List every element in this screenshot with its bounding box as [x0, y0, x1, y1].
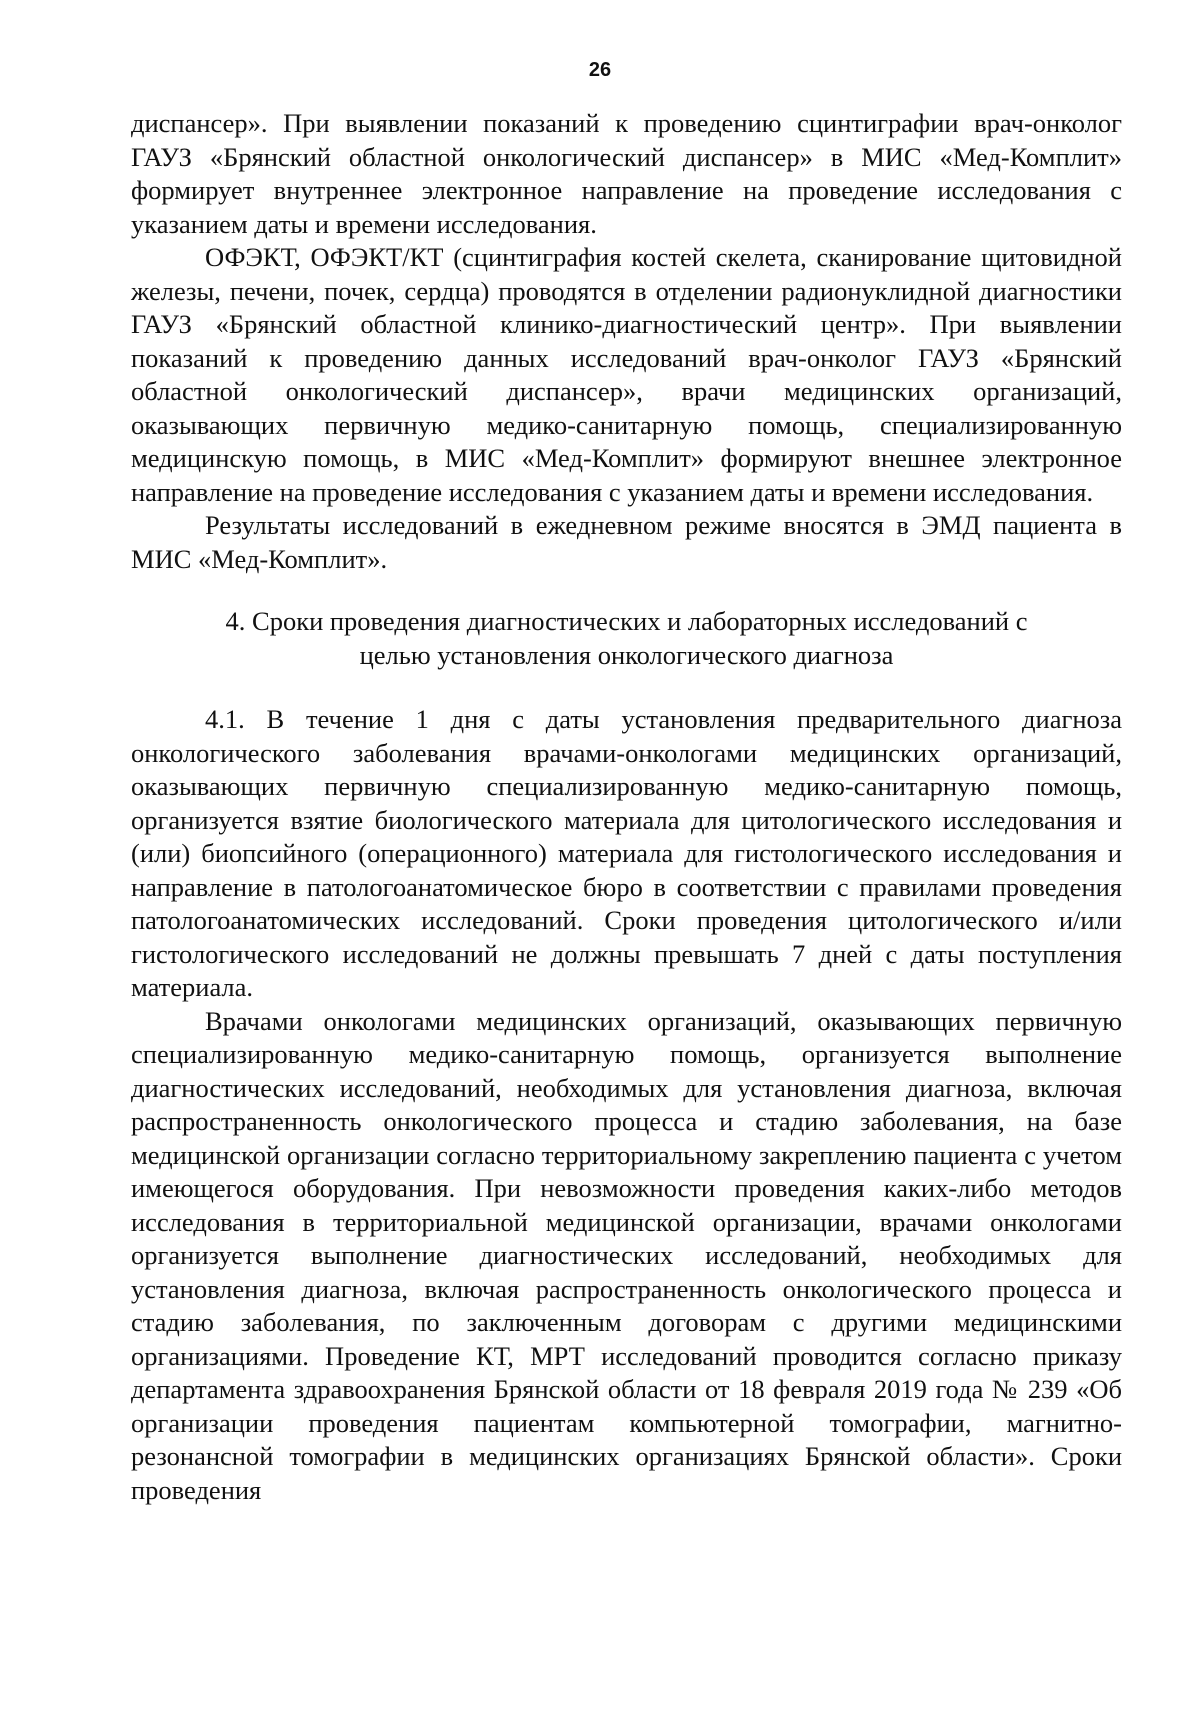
document-body: [131, 107, 1122, 1507]
page-number: 26: [588, 59, 612, 81]
paragraph: диспансер». При выявлении показаний к проведению сцинтиграфии врач-онколог ГАУЗ «Брянский областной онкологический диспансер» в МИС «Мед-Комплит» формирует внутреннее электронное направление на проведение исследования с указанием даты и времени исследования.: [131, 108, 1122, 239]
section-heading-line: 4. Сроки проведения диагностических и лабораторных исследований с: [225, 606, 1028, 636]
paragraph: Результаты исследований в ежедневном режиме вносятся в ЭМД пациента в МИС «Мед-Комплит».: [131, 510, 1122, 574]
paragraph: Врачами онкологами медицинских организаций, оказывающих первичную специализированную медико-санитарную помощь, организуется выполнение диагностических исследований, необходимых для установления диагноза, включая распространенность онкологического процесса и стадию заболевания, на базе медицинской организации согласно территориальному закреплению пациента с учетом имеющегося оборудования. При невозможности проведения каких-либо методов исследования в территориальной медицинской организации, врачами онкологами организуется выполнение диагностических исследований, необходимых для установления диагноза, включая распространенность онкологического процесса и стадию заболевания, по заключенным договорам с другими медицинскими организациями. Проведение КТ, МРТ исследований проводится согласно приказу департамента здравоохранения Брянской области от 18 февраля 2019 года № 239 «Об организации проведения пациентам компьютерной томографии, магнитно-резонансной томографии в медицинских организациях Брянской области». Сроки проведения: [131, 1005, 1122, 1505]
paragraph: ОФЭКТ, ОФЭКТ/КТ (сцинтиграфия костей скелета, сканирование щитовидной железы, печени, почек, сердца) проводятся в отделении радионуклидной диагностики ГАУЗ «Брянский областной клинико-диагностический центр». При выявлении показаний к проведению данных исследований врач-онколог ГАУЗ «Брянский областной онкологический диспансер», врачи медицинских организаций, оказывающих первичную медико-санитарную помощь, специализированную медицинскую помощь, в МИС «Мед-Комплит» формируют внешнее электронное направление на проведение исследования с указанием даты и времени исследования.: [131, 242, 1122, 507]
section-heading: [131, 605, 1122, 672]
paragraph: 4.1. В течение 1 дня с даты установления предварительного диагноза онкологического заболевания врачами-онкологами медицинских организаций, оказывающих первичную специализированную медико-санитарную помощь, организуется взятие биологического материала для цитологического исследования и (или) биопсийного (операционного) материала для гистологического исследования и направление в патологоанатомическое бюро в соответствии с правилами проведения патологоанатомических исследований. Сроки проведения цитологического и/или гистологического исследований не должны превышать 7 дней с даты поступления материала.: [131, 704, 1122, 1002]
section-heading-line: целью установления онкологического диагноза: [359, 639, 894, 670]
